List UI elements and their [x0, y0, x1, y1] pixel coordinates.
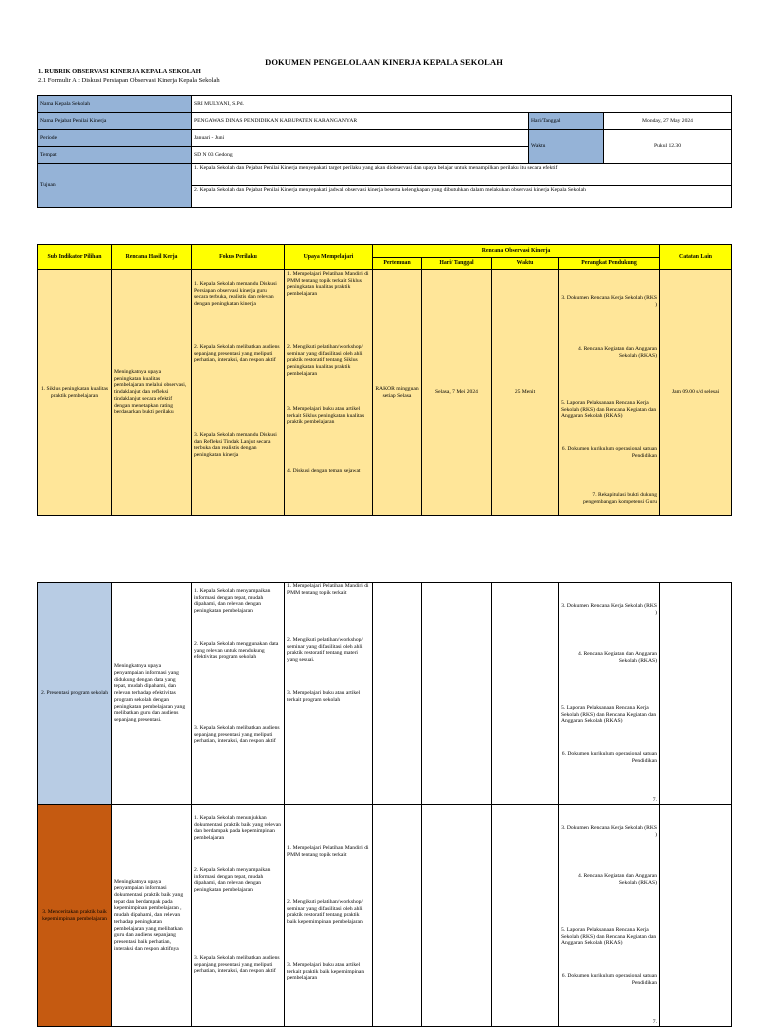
- upaya-item: 1. Mempelajari Pelatihan Mandiri di PMM tentang topik terkait Siklus peningkatan kualitas praktik pembelajaran: [287, 271, 369, 298]
- waktu-value: Pukul 12.30: [604, 130, 732, 164]
- perangkat-item: 5. Laporan Pelaksanaan Rencana Kerja Sekolah (RKS) dan Rencana Kegiatan dan Anggaran Sekolah (RKAS): [561, 927, 657, 947]
- header-catatan: Catatan Lain: [660, 245, 732, 270]
- hari-value: Monday, 27 May 2024: [604, 113, 732, 130]
- fokus-cell: [192, 583, 285, 805]
- upaya-item: 3. Mempelajari buku atau artikel terkait Siklus peningkatan kualitas praktik pembelajaran: [287, 406, 365, 426]
- pertemuan-cell: RAKOR mingguan setiap Selasa: [373, 270, 422, 516]
- upaya-item: 3. Mempelajari buku atau artikel terkait program sekolah: [287, 690, 361, 703]
- fokus-item: 1. Kepala Sekolah menyampaikan informasi dengan tepat, mudah dipahami, dan relevan dengan peningkatan pembelajaran: [194, 588, 271, 615]
- fokus-item: 1. Kepala Sekolah menunjukkan dokumentasi praktik baik yang relevan dan berdampak pada kepemimpinan pembelajaran: [194, 815, 281, 842]
- rubric-table-continued: [37, 582, 732, 1027]
- info-table: [37, 95, 732, 208]
- sub-indikator-cell: 2. Presentasi program sekolah: [38, 583, 112, 805]
- rubric-table: [37, 244, 732, 516]
- pertemuan-cell: [373, 805, 422, 1027]
- perangkat-cell: [559, 805, 660, 1027]
- section-heading: 1. RUBRIK OBSERVASI KINERJA KEPALA SEKOLAH: [38, 68, 201, 75]
- hari-tanggal-cell: [422, 805, 492, 1027]
- fokus-item: 1. Kepala Sekolah memandu Diskusi Persiapan observasi kinerja guru secara terbuka, realistis dan relevan dengan peningkatan kinerja: [194, 281, 277, 308]
- pejabat-value: PENGAWAS DINAS PENDIDIKAN KABUPATEN KARANGANYAR: [192, 113, 529, 130]
- header-upaya: Upaya Mempelajari: [285, 245, 373, 270]
- catatan-cell: [660, 805, 732, 1027]
- upaya-cell: [285, 270, 373, 516]
- section-subheading: 2.1 Formulir A : Diskusi Persiapan Observasi Kinerja Kepala Sekolah: [38, 77, 220, 84]
- rencana-hasil-cell: Meningkatnya upaya peningkatan kualitas pembelajaran melalui observasi, tindaklanjut dan refleksi tindaklanjut secara efektif dengan menetapkan rating berdasarkan bukti perilaku: [112, 270, 192, 516]
- perangkat-item: 4. Rencana Kegiatan dan Anggaran Sekolah (RKAS): [577, 873, 657, 886]
- document-title: DOKUMEN PENGELOLAAN KINERJA KEPALA SEKOLAH: [265, 57, 503, 67]
- perangkat-item: 7. Rekapitulasi bukti dukung pengembangan kompetensi Guru: [583, 492, 658, 505]
- rencana-hasil-cell: Meningkatnya upaya penyampaian informasi yang didukung dengan data yang tepat, mudah dipahami, dan relevan terhadap efektivitas program sekolah dengan peningkatan pembelajaran yang melibatkan guru dan audiens sepanjang presentasi.: [112, 583, 192, 805]
- table-row: [38, 270, 732, 516]
- hari-tanggal-cell: [422, 583, 492, 805]
- upaya-cell: [285, 583, 373, 805]
- perangkat-item: 3. Dokumen Rencana Kerja Sekolah (RKS ): [561, 295, 658, 308]
- perangkat-item: 3. Dokumen Rencana Kerja Sekolah (RKS ): [561, 825, 657, 838]
- perangkat-item: 6. Dokumen kurikulum operasional satuan Pendidikan: [561, 446, 658, 459]
- rencana-hasil-cell: Meningkatnya upaya penyampaian informasi dokumentasi praktik baik yang tepat dan berdampak pada kepemimpinan pembelajaran , mudah dipahami, dan relevan terhadap peningkatan pembelajaran yang melibatkan guru dan audiens sepanjang presentasi baik perhatian, interaksi dan respon aktifnya: [112, 805, 192, 1027]
- perangkat-item: 4. Rencana Kegiatan dan Anggaran Sekolah (RKAS): [577, 346, 658, 359]
- upaya-item: 2. Mengikuti pelatihan/workshop/ seminar yang difasilitasi oleh ahli praktik restoratif tentang praktik baik kepemimpinan pembelajaran: [287, 899, 363, 926]
- perangkat-cell: [559, 270, 660, 516]
- perangkat-item: 7.: [652, 797, 657, 803]
- fokus-cell: [192, 270, 285, 516]
- kepala-label: Nama Kepala Sekolah: [38, 96, 192, 113]
- perangkat-item: 6. Dokumen kurikulum operasional satuan Pendidikan: [561, 751, 657, 764]
- fokus-item: 2. Kepala Sekolah menggunakan data yang relevan untuk mendukung efektivitas program sekolah: [194, 641, 279, 661]
- waktu-cell: [492, 805, 559, 1027]
- header-rencana-observasi: Rencana Observasi Kinerja: [373, 245, 660, 258]
- periode-value: Januari - Juni: [192, 130, 529, 147]
- table-row: [38, 805, 732, 1027]
- hari-label: Hari/Tanggal: [529, 113, 604, 130]
- upaya-item: 2. Mengikuti pelatihan/workshop/ seminar yang difasilitasi oleh ahli praktik restoratif tentang materi yang sesuai.: [287, 637, 363, 664]
- upaya-cell: [285, 805, 373, 1027]
- tempat-label: Tempat: [38, 147, 192, 164]
- perangkat-cell: [559, 583, 660, 805]
- perangkat-item: 5. Laporan Pelaksanaan Rencana Kerja Sekolah (RKS) dan Rencana Kegiatan dan Anggaran Sekolah (RKAS): [561, 400, 657, 420]
- waktu-cell: [492, 583, 559, 805]
- sub-indikator-cell: 3. Menceritakan praktik baik kepemimpinan pembelajaran: [38, 805, 112, 1027]
- waktu-cell: 25 Menit: [492, 270, 559, 516]
- header-pertemuan: Pertemuan: [373, 258, 422, 270]
- header-waktu: Waktu: [492, 258, 559, 270]
- perangkat-item: 7.: [652, 1019, 657, 1025]
- catatan-cell: [660, 583, 732, 805]
- perangkat-item: 5. Laporan Pelaksanaan Rencana Kerja Sekolah (RKS) dan Rencana Kegiatan dan Anggaran Sekolah (RKAS): [561, 705, 657, 725]
- upaya-item: 1. Mempelajari Pelatihan Mandiri di PMM tentang topik terkait: [287, 583, 369, 596]
- fokus-item: 2. Kepala Sekolah melibatkan audiens sepanjang presentasi yang meliputi perhatian, interaksi, dan respon aktif: [194, 344, 280, 364]
- fokus-item: 3. Kepala Sekolah memandu Diskusi dan Refleksi Tindak Lanjut secara terbuka dan realistis dengan peningkatan kinerja: [194, 432, 277, 459]
- perangkat-item: 6. Dokumen kurikulum operasional satuan Pendidikan: [561, 973, 657, 986]
- upaya-item: 3. Mempelajari buku atau artikel terkait praktik baik kepemimpinan pembelajaran: [287, 962, 365, 982]
- perangkat-item: 3. Dokumen Rencana Kerja Sekolah (RKS ): [561, 603, 657, 616]
- perangkat-item: 4. Rencana Kegiatan dan Anggaran Sekolah (RKAS): [577, 651, 657, 664]
- header-sub-indikator: Sub Indikator Pilihan: [38, 245, 112, 270]
- upaya-item: 4. Diskusi dengan teman sejawat: [287, 468, 361, 474]
- tempat-value: SD N 03 Gedong: [192, 147, 529, 164]
- upaya-item: 1. Mempelajari Pelatihan Mandiri di PMM tentang topik terkait: [287, 845, 369, 858]
- header-fokus: Fokus Perilaku: [192, 245, 285, 270]
- tujuan-label: Tujuan: [38, 164, 192, 208]
- table-row: [38, 583, 732, 805]
- periode-label: Periode: [38, 130, 192, 147]
- header-perangkat: Perangkat Pendukung: [559, 258, 660, 270]
- catatan-cell: Jam 09.00 s/d selesai: [660, 270, 732, 516]
- header-hari-tanggal: Hari/ Tanggal: [422, 258, 492, 270]
- header-rencana-hasil: Rencana Hasil Kerja: [112, 245, 192, 270]
- sub-indikator-cell: 1. Siklus peningkatan kualitas praktik pembelajaran: [38, 270, 112, 516]
- waktu-label: Waktu: [529, 130, 604, 164]
- kepala-value: SRI MULYANI, S.Pd.: [192, 96, 732, 113]
- fokus-item: 3. Kepala Sekolah melibatkan audiens sepanjang presentasi yang meliputi perhatian, interaksi, dan respon aktif: [194, 955, 280, 975]
- pejabat-label: Nama Pejabat Penilai Kinerja: [38, 113, 192, 130]
- fokus-item: 3. Kepala Sekolah melibatkan audiens sepanjang presentasi yang meliputi perhatian, interaksi, dan respon aktif: [194, 725, 280, 745]
- pertemuan-cell: [373, 583, 422, 805]
- fokus-cell: [192, 805, 285, 1027]
- upaya-item: 2. Mengikuti pelatihan/workshop/ seminar yang difasilitasi oleh ahli praktik restoratif tentang Siklus peningkatan kualitas praktik pembelajaran: [287, 344, 363, 377]
- hari-tanggal-cell: Selasa, 7 Mei 2024: [422, 270, 492, 516]
- tujuan-item: 2. Kepala Sekolah dan Pejabat Penilai Kinerja menyepakati jadwal observasi kinerja beserta kelengkapan yang dibutuhkan dalam melakukan observasi kinerja Kepala Sekolah: [192, 186, 732, 208]
- tujuan-item: 1. Kepala Sekolah dan Pejabat Penilai Kinerja menyepakati target perilaku yang akan diobservasi dan upaya belajar untuk menampilkan perilaku itu secara efektif: [192, 164, 732, 186]
- fokus-item: 2. Kepala Sekolah menyampaikan informasi dengan tepat, mudah dipahami, dan relevan dengan peningkatan pembelajaran: [194, 867, 271, 894]
